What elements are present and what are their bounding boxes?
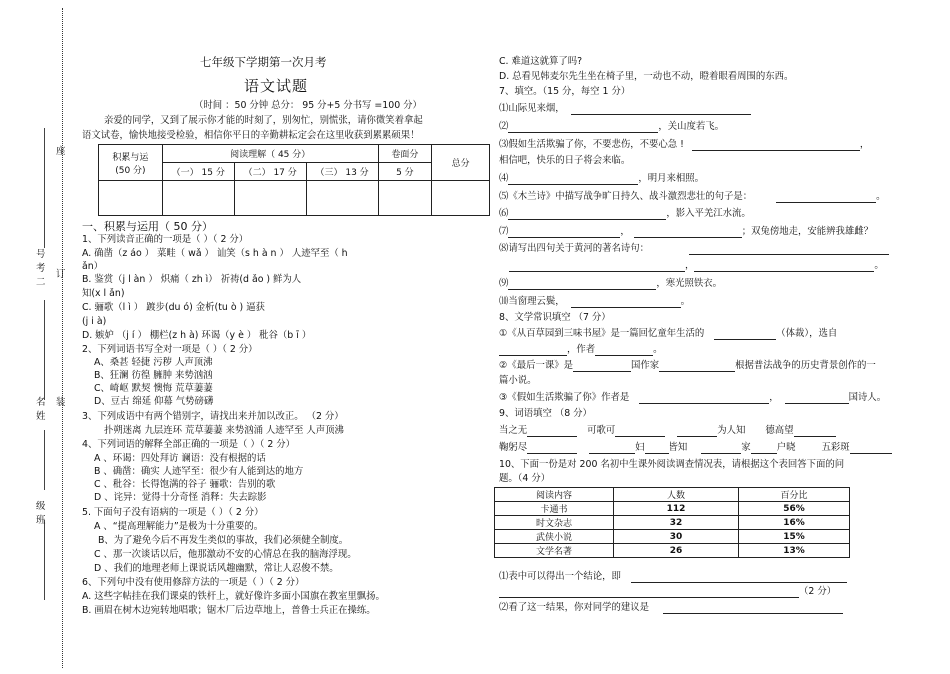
poem-text: ；双兔傍地走，安能辨我雄雌？: [741, 226, 874, 237]
question-line: D. 总看见韩麦尔先生坐在椅子里，一动也不动，瞪着眼看周围的东西。: [499, 71, 794, 82]
score-header: (50 分): [115, 165, 146, 176]
question-line: D 、我们的地理老师上课说话风趣幽默，常让人忍俊不禁。: [94, 563, 339, 574]
survey-cell: 时文杂志: [495, 516, 614, 530]
question-line: (j i à): [82, 316, 107, 327]
question-line: 1、下列读音正确的一项是（ ）（ 2 分）: [82, 234, 249, 245]
table-row: [495, 502, 850, 516]
survey-cell: 26: [614, 544, 739, 558]
answer-blank[interactable]: [689, 244, 889, 255]
question-line: A. 确凿（z áo ） 菜畦（ wǎ ） 讪笑（s h à n ） 人迹罕至（ h: [82, 248, 348, 259]
question-line: 篇小说。: [499, 375, 537, 386]
binding-label: 订: [56, 269, 66, 280]
binding-label: 二: [36, 277, 46, 288]
survey-header: 人数: [614, 488, 739, 502]
binding-label: 班: [36, 515, 46, 526]
fill-line: [499, 424, 836, 437]
intro-line: 亲爱的同学，又到了展示你才能的时刻了，别匆忙，别慌张，请你微笑着拿起: [104, 115, 423, 126]
word-text: 户晓: [776, 442, 796, 453]
question-line: 知(x l ǎn): [82, 288, 125, 299]
answer-blank[interactable]: [499, 587, 799, 598]
question-line: 4、下列词语的解释全部正确的一项是（ ）（ 2 分）: [82, 439, 296, 450]
question-line: C. 骊歌（l ì ） 踱步(du ó) 金析(tu ò ) 逼获: [82, 302, 265, 313]
fill-line: [499, 391, 886, 404]
word-text: 家: [741, 442, 751, 453]
question-line: D. 嫉妒 （j í ） 棚栏(z h à) 环谒（y è ） 秕谷（b ī ）: [82, 330, 312, 341]
question-line: D 、诧异：觉得十分奇怪 消释：失去踪影: [94, 492, 267, 503]
table-row: [495, 544, 850, 558]
question-text: 。: [653, 344, 663, 355]
fill-line: [499, 207, 751, 220]
answer-blank[interactable]: [677, 426, 717, 437]
binding-label: 级: [36, 501, 46, 512]
binding-label: 考: [36, 263, 46, 274]
word-text: 德高望: [765, 425, 794, 436]
answer-blank[interactable]: [508, 209, 666, 220]
word-text: 鞠躬尽: [499, 442, 528, 453]
fill-line: [499, 327, 837, 340]
score-header: （三） 13 分: [306, 163, 378, 181]
question-line: B. 鉴赏（j l àn ） 炽痛（ zh ì） 祈祷(d ǎo ) 鲜为人: [82, 274, 302, 285]
word-text: 妇: [635, 442, 645, 453]
fill-line: [499, 102, 751, 115]
poem-text: ，关山度若飞。: [658, 121, 725, 132]
score-header: （一） 15 分: [162, 163, 234, 181]
fill-line: [499, 259, 884, 272]
intro-line: 语文试卷，愉快地接受检验，相信你平日的辛勤耕耘定会在这里收获到累累硕果！: [82, 130, 420, 141]
fill-line: [499, 359, 876, 372]
question-line: 相信吧，快乐的日子将会来临。: [499, 155, 631, 166]
poem-text: ⑵: [499, 121, 509, 132]
fill-line: [499, 190, 886, 203]
answer-blank[interactable]: [785, 393, 849, 404]
fill-line: [499, 585, 836, 598]
table-row: [495, 530, 850, 544]
fill-line: [499, 601, 843, 614]
fill-line: [499, 441, 892, 454]
table-row: [495, 516, 850, 530]
survey-header: 百分比: [739, 488, 850, 502]
answer-blank[interactable]: [850, 443, 892, 454]
answer-blank[interactable]: [571, 297, 681, 308]
poem-text: ⑴山际见来烟，: [499, 103, 565, 114]
binding-label: 装: [56, 397, 66, 408]
word-text: 五彩斑: [821, 442, 850, 453]
question-line: A 、“提高理解能力”是极为十分重要的。: [94, 521, 264, 532]
fill-line: [499, 120, 724, 133]
binding-line: [44, 430, 45, 490]
question-line: B、为了避免今后不再发生类似的事故，我们必须健全制度。: [98, 535, 349, 546]
poem-text: ⑺: [499, 226, 509, 237]
question-text: ，作者: [567, 344, 596, 355]
binding-label: 姓: [36, 411, 46, 422]
survey-cell: 卡通书: [495, 502, 614, 516]
answer-blank[interactable]: [663, 603, 843, 614]
answer-blank[interactable]: [659, 361, 735, 372]
poem-text: ⑷: [499, 173, 509, 184]
binding-label: 座: [56, 146, 66, 157]
poem-text: ，: [859, 139, 870, 150]
poem-text: ⑹: [499, 208, 509, 219]
question-line: A. 这些字帖挂在我们课桌的铁杆上，就好像许多面小国旗在教室里飘扬。: [82, 591, 385, 602]
answer-blank[interactable]: [776, 192, 876, 203]
score-cell[interactable]: [378, 181, 432, 216]
answer-blank[interactable]: [508, 174, 638, 185]
score-header: 5 分: [378, 163, 432, 181]
question-text: 国作家: [631, 360, 660, 371]
binding-line: [44, 128, 45, 248]
answer-blank[interactable]: [509, 261, 685, 272]
answer-blank[interactable]: [589, 443, 635, 454]
survey-cell: 文学名著: [495, 544, 614, 558]
survey-cell: 30: [614, 530, 739, 544]
score-cell[interactable]: [234, 181, 306, 216]
exam-info: （时间 ：50 分钟 总分： 95 分+5 分书写 =100 分）: [194, 100, 422, 111]
answer-blank[interactable]: [694, 261, 874, 272]
question-text: ，: [769, 392, 779, 403]
answer-blank[interactable]: [527, 443, 577, 454]
question-line: B. 画眉在树木边宛转地唱歌；锯木厂后边草地上，普鲁士兵正在操练。: [82, 605, 376, 616]
survey-cell: 112: [614, 502, 739, 516]
fill-line: [499, 343, 663, 356]
answer-blank[interactable]: [751, 443, 777, 454]
answer-blank[interactable]: [714, 329, 776, 340]
question-line: C 、那一次谈话以后，他那激动不安的心情总在我的脑海浮现。: [94, 549, 357, 560]
fill-line: [499, 225, 873, 238]
question-line: C 、秕谷：长得饱满的谷子 骊歌：告别的歌: [94, 479, 276, 490]
question-line: 5. 下面句子没有语病的一项是（ ）（ 2 分）: [82, 507, 264, 518]
survey-cell: 32: [614, 516, 739, 530]
score-header: 阅读理解（ 45 分）: [162, 145, 378, 163]
answer-blank[interactable]: [615, 426, 665, 437]
word-text: 为人知: [717, 425, 746, 436]
question-line: 6、下列句中没有使用修辞方法的一项是（ ）（ 2 分）: [82, 577, 305, 588]
question-line: 7、填空。（15 分，每空 1 分）: [499, 86, 631, 97]
poem-text: ，寒光照铁衣。: [656, 278, 723, 289]
question-line: 10、下面一份是对 200 名初中生课外阅读调查情况表，请根据这个表回答下面的问: [499, 459, 845, 470]
word-text: 皆知: [668, 442, 688, 453]
poem-text: ，影入平羌江水流。: [666, 208, 751, 219]
question-text: ②《最后一课》是: [499, 360, 574, 371]
answer-blank[interactable]: [571, 104, 751, 115]
question-line: A 、环谒：四处拜访 谰语：没有根据的话: [94, 453, 266, 464]
answer-blank[interactable]: [508, 279, 656, 290]
score-header: 卷面分: [378, 145, 432, 163]
poem-text: ⑶假如生活欺骗了你，不要悲伤，不要心急 !: [499, 139, 684, 150]
fill-line: [499, 172, 704, 185]
question-text: （2 分）: [799, 586, 837, 597]
question-line: D、豆古 绵延 仰幕 气势磅礴: [94, 396, 214, 407]
question-line: 9、词语填空 （8 分）: [499, 408, 592, 419]
poem-text: ，: [685, 260, 695, 271]
score-table: [98, 144, 490, 216]
answer-blank[interactable]: [499, 345, 567, 356]
answer-blank[interactable]: [508, 122, 658, 133]
survey-cell: 16%: [739, 516, 850, 530]
survey-table: [494, 487, 850, 558]
question-line: 扑朔迷离 九层连环 荒草萋萋 来势汹涌 人迹罕至 人声顶沸: [104, 425, 344, 436]
answer-blank[interactable]: [701, 443, 741, 454]
binding-line: [44, 300, 45, 400]
score-header: 总分: [432, 145, 490, 181]
poem-text: 。: [876, 191, 886, 202]
answer-blank[interactable]: [527, 426, 577, 437]
survey-cell: 15%: [739, 530, 850, 544]
poem-text: 。: [680, 296, 691, 307]
poem-text: ⑻请写出四句关于黄河的著名诗句：: [499, 243, 650, 254]
section-heading: 一、积累与运用（ 50 分）: [82, 220, 213, 233]
score-header: 积累与运: [112, 152, 149, 163]
answer-blank[interactable]: [692, 140, 860, 151]
survey-header: 阅读内容: [495, 488, 614, 502]
score-header: （二） 17 分: [234, 163, 306, 181]
fill-line: [499, 277, 722, 290]
answer-blank[interactable]: [639, 393, 769, 404]
word-text: 当之无: [499, 425, 528, 436]
score-cell[interactable]: [306, 181, 378, 216]
binding-dotted-line: [62, 8, 63, 668]
question-text: （体裁），选自: [776, 328, 838, 339]
answer-blank[interactable]: [508, 227, 620, 238]
fill-line: [499, 138, 869, 151]
word-text: 可歌可: [587, 425, 616, 436]
question-line: A、桑甚 轻捷 污秽 人声顶沸: [94, 357, 213, 368]
question-text: ①《从百草园到三味书屋》是一篇回忆童年生活的: [499, 328, 705, 339]
answer-blank[interactable]: [794, 426, 836, 437]
answer-blank[interactable]: [631, 572, 847, 583]
question-line: 3、下列成语中有两个错别字，请找出来并加以改正。 （2 分）: [82, 411, 344, 422]
poem-text: ⑸《木兰诗》中描写战争旷日持久、战斗激烈悲壮的句子是：: [499, 191, 753, 202]
poem-text: 。: [874, 260, 884, 271]
fill-line: [499, 242, 889, 255]
poem-text: ⑼: [499, 278, 509, 289]
question-line: 题。（4 分）: [499, 473, 551, 484]
question-text: ⑴表中可以得出一个结论，即: [499, 571, 621, 582]
score-cell[interactable]: [432, 181, 490, 216]
question-line: C. 难道这就算了吗?: [499, 56, 583, 67]
poem-text: ，明月来相照。: [638, 173, 705, 184]
survey-cell: 56%: [739, 502, 850, 516]
binding-label: 号: [36, 249, 46, 260]
answer-blank[interactable]: [645, 443, 669, 454]
question-line: ǎn）: [82, 261, 104, 272]
subject-title: 语文试题: [244, 77, 309, 95]
question-line: B、狂澜 彷徨 臃肿 来势汹汹: [94, 370, 213, 381]
fill-line: [499, 570, 847, 583]
question-text: 国诗人。: [848, 392, 887, 403]
poem-text: ⑽当窗理云鬓，: [499, 296, 565, 307]
binding-line: [44, 520, 45, 600]
question-text: 根据普法战争的历史背景创作的一: [735, 360, 876, 371]
answer-blank[interactable]: [634, 227, 742, 238]
question-line: C、崎岖 默契 懊悔 荒草萋萋: [94, 383, 213, 394]
poem-text: ，: [620, 226, 630, 237]
binding-label: 名: [36, 397, 46, 408]
question-text: ⑵看了这一结果，你对同学的建议是: [499, 602, 650, 613]
answer-blank[interactable]: [573, 361, 631, 372]
survey-cell: 13%: [739, 544, 850, 558]
survey-cell: 武侠小说: [495, 530, 614, 544]
question-line: B 、确凿：确实 人迹罕至：很少有人能到达的地方: [94, 466, 304, 477]
score-cell[interactable]: [162, 181, 234, 216]
question-line: 2、下列词语书写全对一项是（ ）（ 2 分）: [82, 344, 258, 355]
fill-line: [499, 295, 690, 308]
exam-title: 七年级下学期第一次月考: [200, 55, 327, 69]
score-cell[interactable]: [99, 181, 163, 216]
answer-blank[interactable]: [595, 345, 653, 356]
question-line: 8、文学常识填空 （7 分）: [499, 312, 611, 323]
question-text: ③《假如生活欺骗了你》作者是: [499, 392, 630, 403]
